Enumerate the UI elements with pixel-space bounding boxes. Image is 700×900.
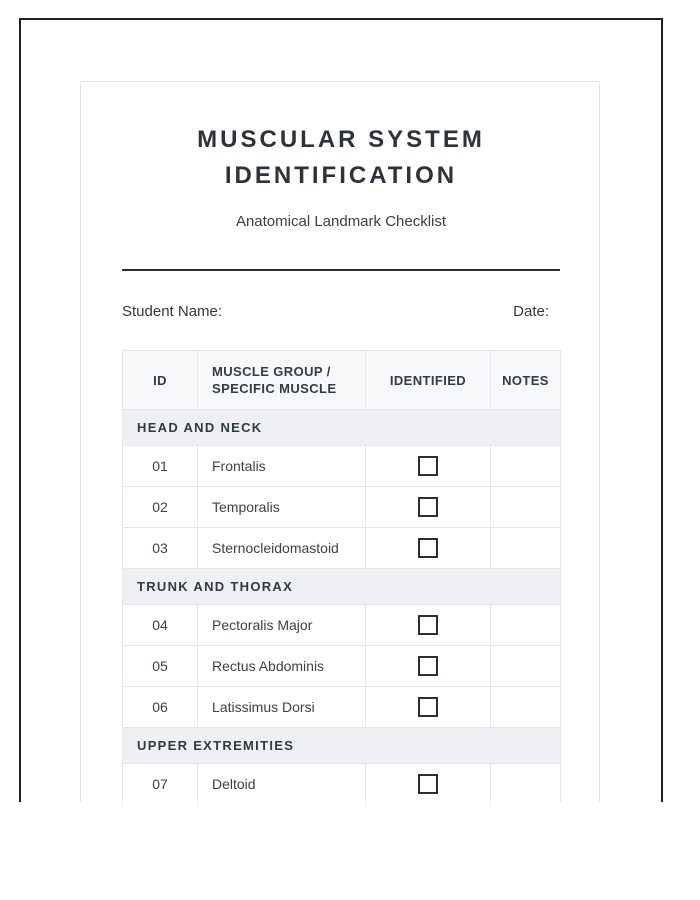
identified-checkbox[interactable] [418, 615, 438, 635]
document-frame [19, 18, 663, 802]
muscle-id: 07 [123, 764, 198, 803]
muscle-id: 03 [123, 528, 198, 569]
identified-checkbox[interactable] [418, 697, 438, 717]
muscle-id: 01 [123, 446, 198, 487]
muscle-name: Temporalis [198, 487, 366, 528]
identified-checkbox[interactable] [418, 656, 438, 676]
identified-cell [366, 646, 491, 687]
muscle-id: 04 [123, 605, 198, 646]
identified-checkbox[interactable] [418, 497, 438, 517]
muscle-row [123, 528, 561, 569]
notes-cell [491, 446, 561, 487]
muscle-name: Deltoid [198, 764, 366, 803]
section-title: HEAD AND NECK [123, 410, 561, 446]
identified-cell [366, 687, 491, 728]
student-name-label: Student Name: [122, 303, 223, 320]
page-title: MUSCULAR SYSTEM IDENTIFICATION [197, 126, 485, 189]
notes-cell [491, 487, 561, 528]
muscle-row [123, 764, 561, 803]
table-header-row [123, 351, 561, 410]
muscle-row [123, 687, 561, 728]
identified-checkbox[interactable] [418, 456, 438, 476]
muscle-row [123, 646, 561, 687]
identified-checkbox[interactable] [418, 774, 438, 794]
meta-row [122, 303, 560, 321]
page-subtitle: Anatomical Landmark Checklist [235, 213, 447, 230]
muscle-row [123, 605, 561, 646]
notes-cell [491, 764, 561, 803]
section-title: TRUNK AND THORAX [123, 569, 561, 605]
identified-cell [366, 487, 491, 528]
muscle-name: Frontalis [198, 446, 366, 487]
identified-checkbox[interactable] [418, 538, 438, 558]
muscle-row [123, 446, 561, 487]
document-page [80, 81, 600, 802]
column-header-muscle-group: MUSCLE GROUP / SPECIFIC MUSCLE [198, 351, 366, 410]
muscle-id: 05 [123, 646, 198, 687]
notes-cell [491, 646, 561, 687]
checklist-table [122, 350, 561, 802]
identified-cell [366, 764, 491, 803]
section-title: UPPER EXTREMITIES [123, 728, 561, 764]
muscle-id: 06 [123, 687, 198, 728]
identified-cell [366, 528, 491, 569]
muscle-name: Sternocleidomastoid [198, 528, 366, 569]
muscle-name: Rectus Abdominis [198, 646, 366, 687]
date-label: Date: [513, 303, 549, 320]
identified-cell [366, 605, 491, 646]
divider [122, 269, 560, 271]
muscle-name: Pectoralis Major [198, 605, 366, 646]
notes-cell [491, 528, 561, 569]
section-row [123, 569, 561, 605]
section-row [123, 410, 561, 446]
notes-cell [491, 687, 561, 728]
column-header-notes: NOTES [491, 351, 561, 410]
column-header-identified: IDENTIFIED [366, 351, 491, 410]
muscle-id: 02 [123, 487, 198, 528]
identified-cell [366, 446, 491, 487]
column-header-id: ID [123, 351, 198, 410]
muscle-name: Latissimus Dorsi [198, 687, 366, 728]
notes-cell [491, 605, 561, 646]
muscle-row [123, 487, 561, 528]
section-row [123, 728, 561, 764]
